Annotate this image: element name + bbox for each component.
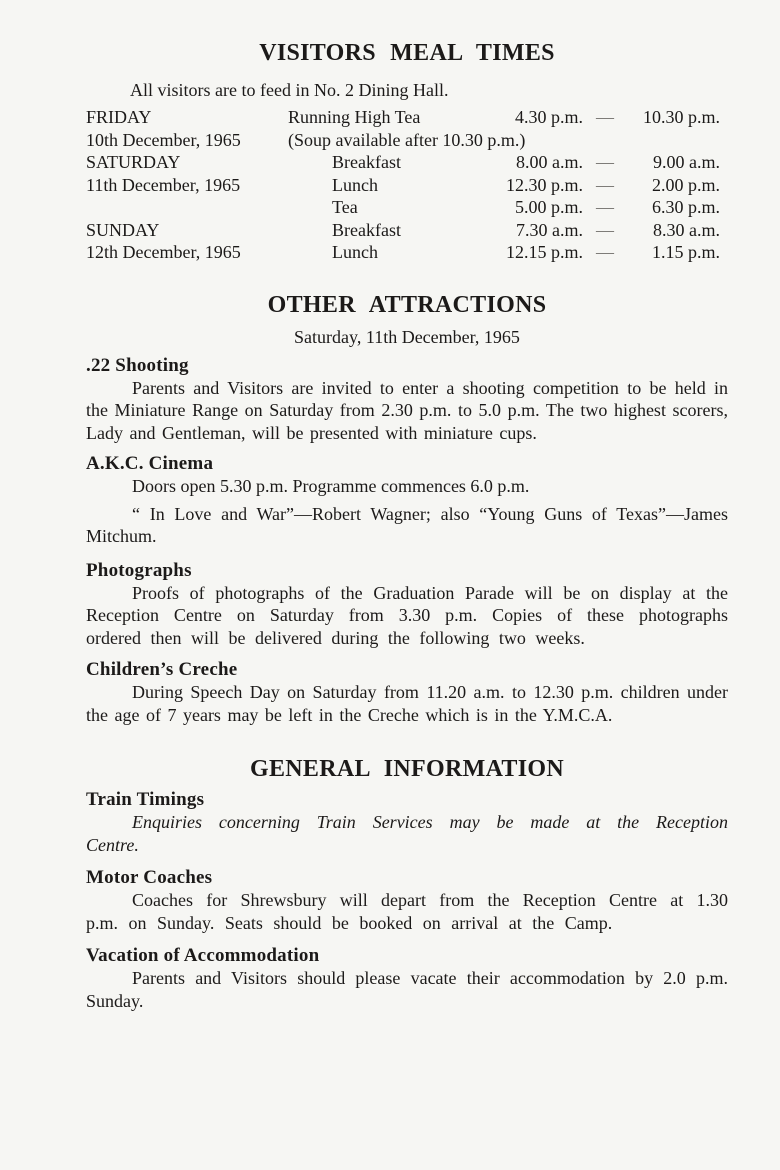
time-range-dash: — bbox=[596, 197, 614, 217]
end-time-cell: 10.30 p.m. bbox=[642, 107, 720, 127]
start-time-cell: 12.15 p.m. bbox=[505, 242, 583, 262]
shooting-paragraph: Parents and Visitors are invited to enter a shooting competition to be held in the Miniature Range on Saturday from 2.30 p.m. to 5.0 p.m. The two highest scorers, Lady and Gentleman, will be presented with miniature cups. bbox=[86, 377, 728, 443]
section-cinema bbox=[86, 452, 728, 548]
meal-cell: Lunch bbox=[332, 174, 378, 195]
meal-cell: Tea bbox=[332, 197, 358, 217]
time-range-dash: — bbox=[596, 219, 614, 240]
start-time-cell: 5.00 p.m. bbox=[514, 197, 583, 217]
vacation-paragraph: Parents and Visitors should please vacate their accommodation by 2.0 p.m. Sunday. bbox=[86, 968, 728, 1011]
section-train-timings bbox=[86, 788, 728, 856]
meal-cell: Lunch bbox=[332, 242, 378, 262]
day-cell: 11th December, 1965 bbox=[86, 174, 241, 195]
motor-coaches-heading: Motor Coaches bbox=[86, 867, 213, 888]
end-time-cell: 1.15 p.m. bbox=[651, 242, 720, 262]
meal-row-saturday-lunch bbox=[86, 174, 720, 197]
start-time-cell: 8.00 a.m. bbox=[516, 152, 583, 172]
end-time-cell: 9.00 a.m. bbox=[653, 152, 720, 172]
general-information-title: GENERAL INFORMATION bbox=[250, 756, 564, 782]
creche-heading: Children’s Creche bbox=[86, 659, 238, 680]
day-cell: FRIDAY bbox=[86, 107, 152, 127]
start-time-cell: 12.30 p.m. bbox=[505, 174, 583, 195]
start-time-cell: 4.30 p.m. bbox=[514, 107, 583, 127]
day-cell bbox=[86, 196, 282, 219]
time-range-dash: — bbox=[596, 152, 614, 172]
photographs-paragraph: Proofs of photographs of the Graduation Parade will be on display at the Reception Centre on Saturday from 3.30 p.m. Copies of these photographs ordered then will be delivered during the following two weeks. bbox=[86, 582, 728, 648]
meal-row-friday-tea bbox=[86, 106, 720, 129]
photographs-heading: Photographs bbox=[86, 559, 192, 581]
train-timings-heading: Train Timings bbox=[86, 789, 205, 810]
meal-row-sunday-lunch bbox=[86, 241, 720, 264]
section-motor-coaches bbox=[86, 866, 728, 934]
meal-times-intro: All visitors are to feed in No. 2 Dining Hall. bbox=[130, 80, 449, 100]
cinema-heading: A.K.C. Cinema bbox=[86, 453, 214, 474]
motor-coaches-paragraph: Coaches for Shrewsbury will depart from the Reception Centre at 1.30 p.m. on Sunday. Seats should be booked on arrival at the Camp. bbox=[86, 890, 728, 933]
meal-row-saturday-breakfast bbox=[86, 151, 720, 174]
cinema-films-paragraph: “ In Love and War”—Robert Wagner; also “Young Guns of Texas”—James Mitchum. bbox=[86, 503, 728, 546]
other-attractions-title: OTHER ATTRACTIONS bbox=[267, 291, 547, 318]
train-timings-paragraph: Enquiries concerning Train Services may be made at the Reception Centre. bbox=[86, 812, 728, 855]
time-range-dash: — bbox=[596, 242, 614, 262]
vacation-heading: Vacation of Accommodation bbox=[86, 945, 320, 966]
meal-times-table bbox=[86, 106, 720, 264]
shooting-heading: .22 Shooting bbox=[86, 354, 189, 376]
end-time-cell: 8.30 a.m. bbox=[653, 219, 720, 240]
other-attractions-date: Saturday, 11th December, 1965 bbox=[294, 326, 520, 347]
section-vacation bbox=[86, 944, 728, 1012]
end-time-cell: 2.00 p.m. bbox=[651, 174, 720, 195]
day-cell: SATURDAY bbox=[86, 152, 181, 172]
day-cell: SUNDAY bbox=[86, 219, 160, 240]
section-creche bbox=[86, 658, 728, 726]
section-shooting bbox=[86, 354, 728, 445]
soup-note-cell: (Soup available after 10.30 p.m.) bbox=[288, 129, 526, 150]
time-range-dash: — bbox=[596, 107, 614, 127]
creche-paragraph: During Speech Day on Saturday from 11.20 a.m. to 12.30 p.m. children under the age of 7 years may be left in the Creche which is in the Y.M.C.A. bbox=[86, 682, 728, 725]
time-range-dash: — bbox=[596, 174, 614, 195]
start-time-cell: 7.30 a.m. bbox=[516, 219, 583, 240]
meal-cell: Breakfast bbox=[332, 219, 401, 240]
meal-cell: Running High Tea bbox=[288, 107, 421, 127]
meal-times-title: VISITORS MEAL TIMES bbox=[259, 40, 555, 66]
section-photographs bbox=[86, 559, 728, 650]
day-cell: 12th December, 1965 bbox=[86, 242, 241, 262]
meal-cell: Breakfast bbox=[332, 152, 401, 172]
end-time-cell: 6.30 p.m. bbox=[651, 197, 720, 217]
meal-row-sunday-breakfast bbox=[86, 219, 720, 242]
meal-row-friday-soup-note bbox=[86, 129, 720, 152]
meal-row-saturday-tea bbox=[86, 196, 720, 219]
cinema-times-paragraph: Doors open 5.30 p.m. Programme commences 6.0 p.m. bbox=[132, 476, 530, 496]
day-cell: 10th December, 1965 bbox=[86, 129, 241, 150]
